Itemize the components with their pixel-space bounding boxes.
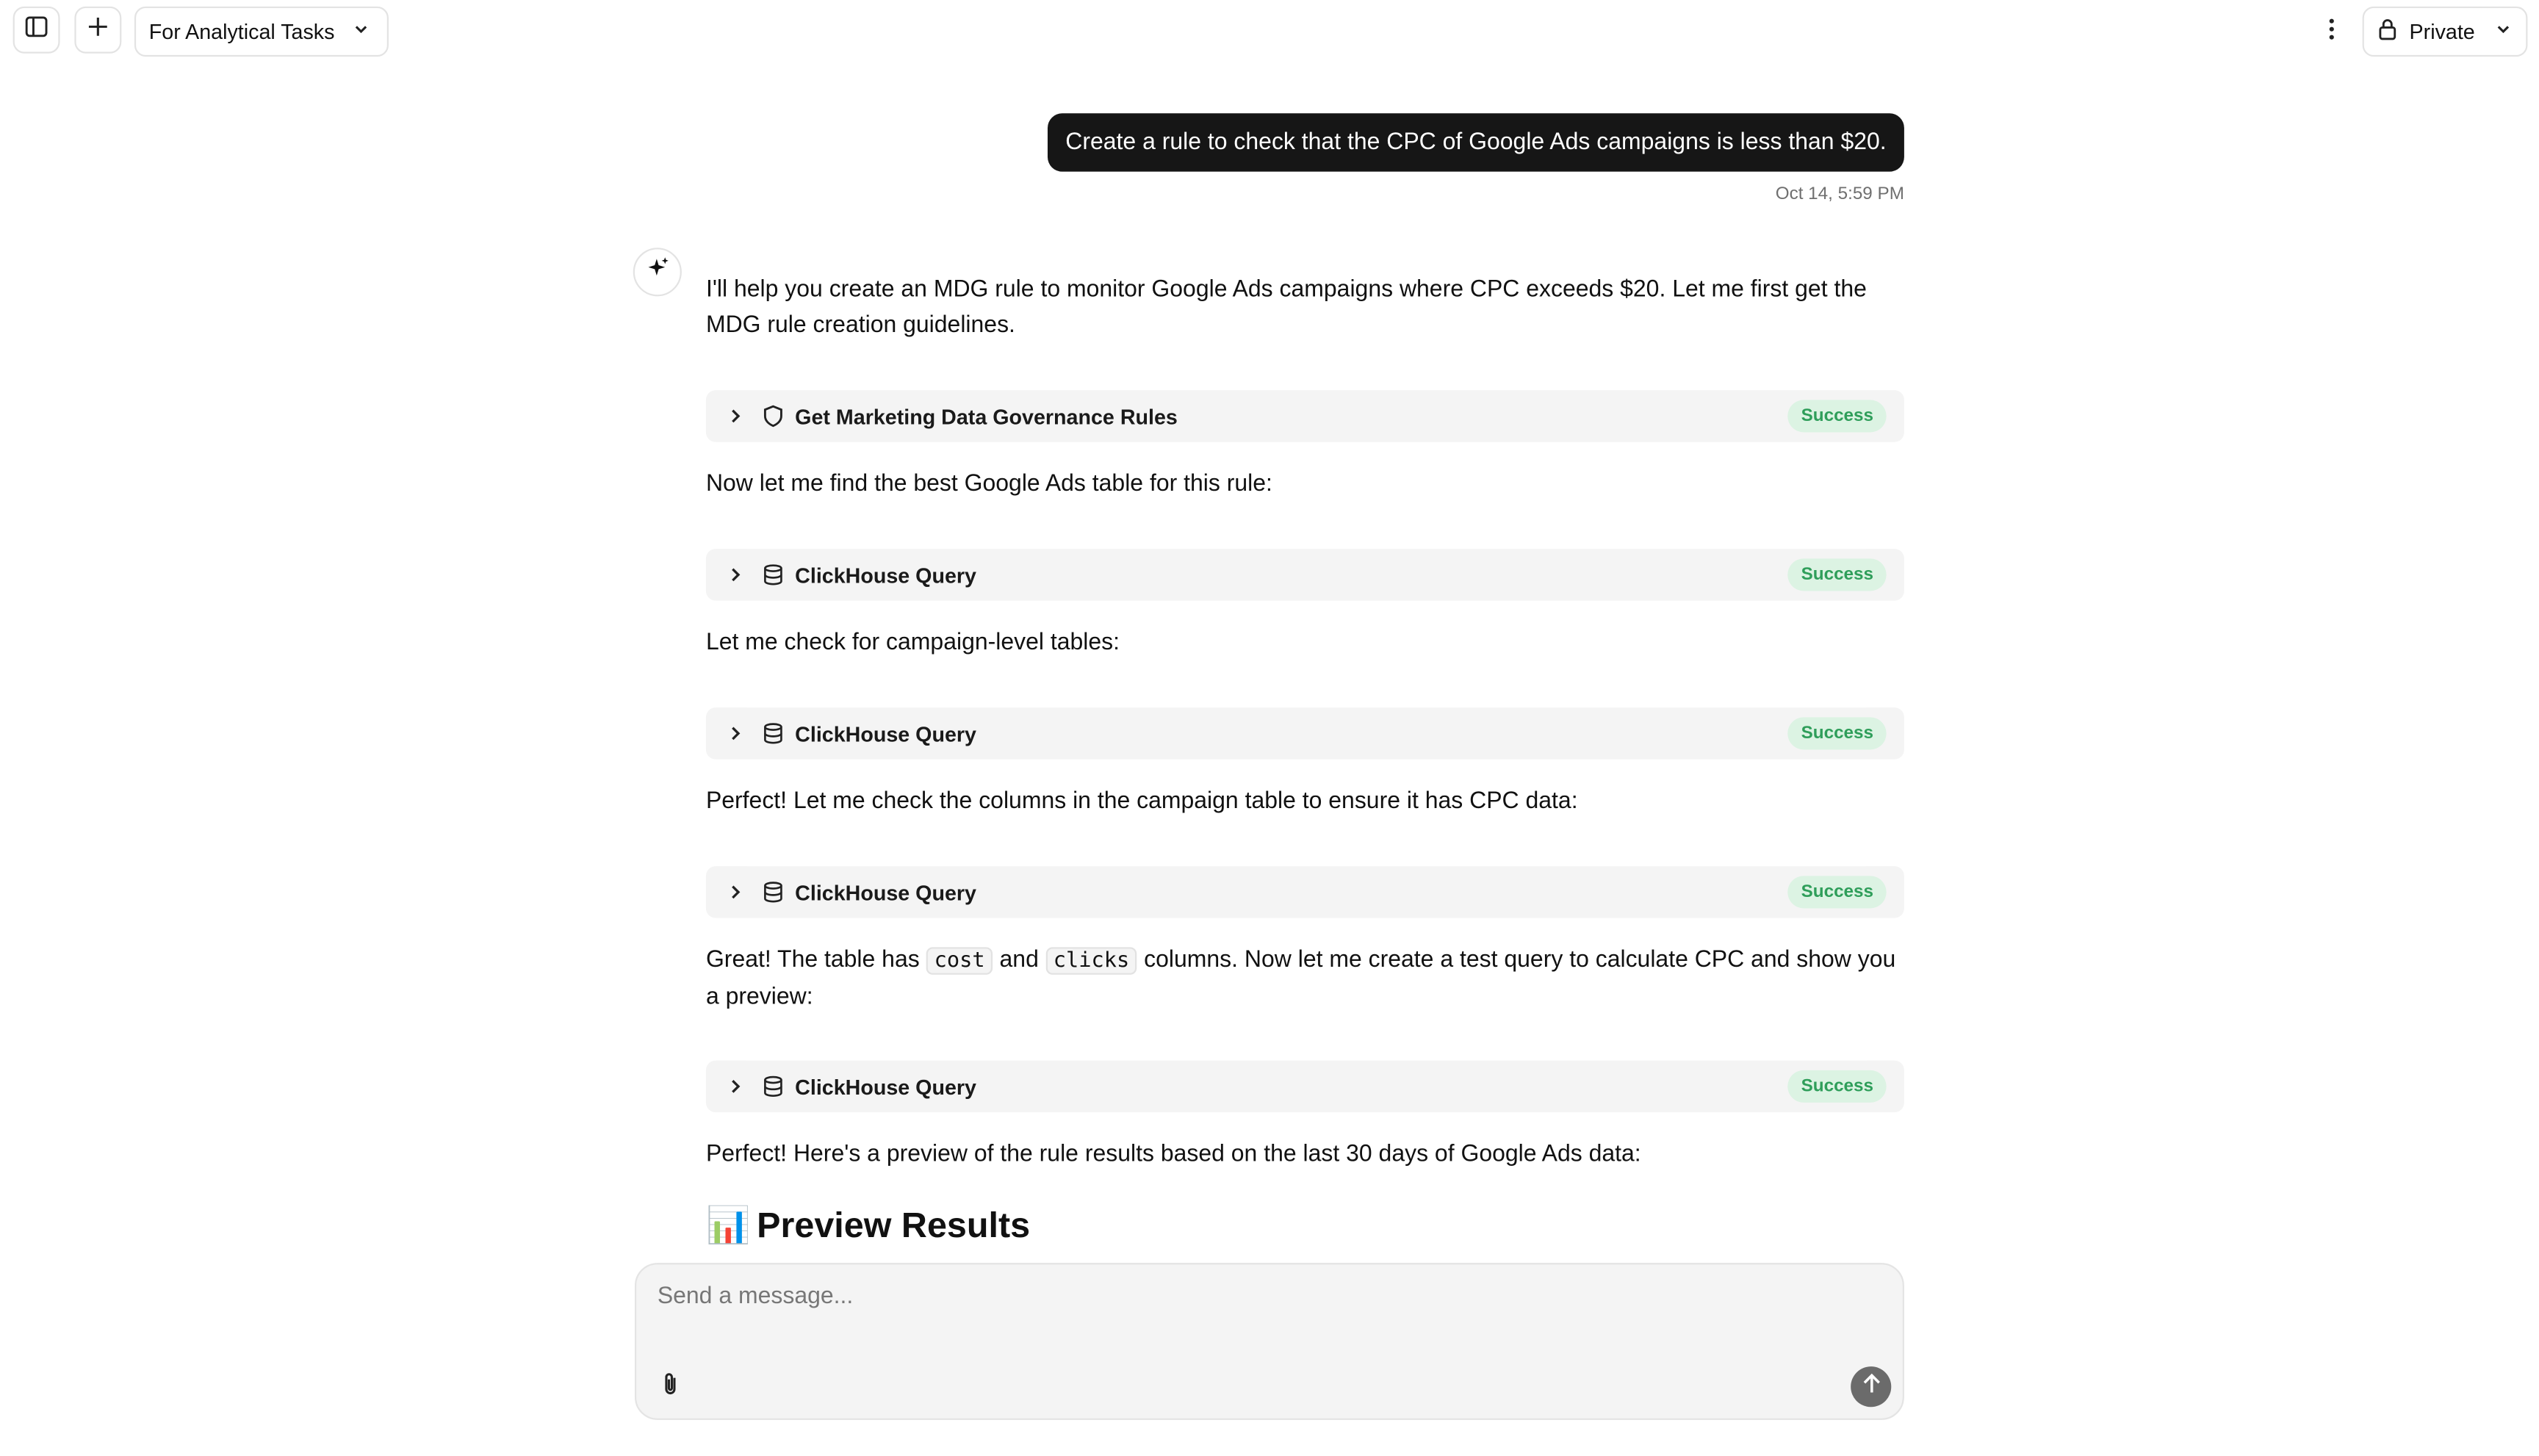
tool-call-name: Get Marketing Data Governance Rules <box>795 403 1178 428</box>
assistant-text: Perfect! Let me check the columns in the campaign table to ensure it has CPC data: <box>705 788 1578 815</box>
status-badge: Success <box>1788 558 1887 591</box>
status-badge: Success <box>1788 717 1887 749</box>
toggle-sidebar-button[interactable] <box>13 7 60 54</box>
new-chat-button[interactable] <box>74 7 121 54</box>
tool-call-name: ClickHouse Query <box>795 1074 977 1099</box>
attach-button[interactable] <box>654 1372 686 1404</box>
visibility-label: Private <box>2409 19 2475 44</box>
arrow-up-icon <box>1861 1372 1880 1402</box>
send-button[interactable] <box>1851 1366 1891 1407</box>
chevron-right-icon <box>724 408 746 424</box>
sidebar-toggle-icon <box>24 14 48 46</box>
database-icon <box>761 881 784 904</box>
model-selector[interactable] <box>134 7 389 57</box>
more-options-button[interactable] <box>2312 10 2351 55</box>
lock-icon <box>2377 18 2398 45</box>
database-icon <box>761 1075 784 1098</box>
chevron-down-icon <box>2493 19 2513 43</box>
tool-call-row[interactable] <box>706 866 1904 918</box>
message-composer <box>635 1263 1904 1420</box>
inline-code: clicks <box>1045 947 1138 974</box>
status-badge: Success <box>1788 400 1887 432</box>
assistant-avatar <box>633 248 682 296</box>
tool-call-row[interactable] <box>706 1061 1904 1113</box>
assistant-intro-text: I'll help you create an MDG rule to monitor Google Ads campaigns where CPC exceeds $20. Let me first get the MDG rule creation guidelines. <box>705 276 1867 339</box>
user-message-text: Create a rule to check that the CPC of Google Ads campaigns is less than $20. <box>1065 129 1887 156</box>
chevron-right-icon <box>724 566 746 583</box>
sparkles-icon <box>645 256 669 288</box>
database-icon <box>761 722 784 745</box>
paperclip-icon <box>660 1371 680 1405</box>
visibility-selector[interactable] <box>2363 7 2528 57</box>
text-fragment: columns. Now let me create a test query to calculate CPC and show you a preview: <box>705 947 1896 1011</box>
shield-icon <box>761 405 784 428</box>
vertical-dots-icon <box>2328 17 2335 48</box>
tool-call-name: ClickHouse Query <box>795 879 977 904</box>
tool-call-row[interactable] <box>706 707 1904 760</box>
tool-call-row[interactable] <box>706 549 1904 601</box>
assistant-text-with-code <box>706 943 1904 1015</box>
text-fragment: and <box>993 947 1045 973</box>
text-fragment: Great! The table has <box>705 947 926 973</box>
bar-chart-icon: 📊 <box>705 1204 751 1245</box>
user-message-bubble <box>1048 113 1904 171</box>
model-selector-label: For Analytical Tasks <box>148 19 335 44</box>
chevron-down-icon <box>351 19 370 43</box>
message-input[interactable] <box>654 1277 1859 1316</box>
status-badge: Success <box>1788 1070 1887 1103</box>
preview-results-heading <box>706 1205 1030 1247</box>
database-icon <box>761 563 784 586</box>
heading-text: Preview Results <box>757 1204 1031 1245</box>
top-bar <box>0 0 2539 65</box>
user-message-timestamp: Oct 14, 5:59 PM <box>1775 184 1904 204</box>
tool-call-name: ClickHouse Query <box>795 562 977 587</box>
chevron-right-icon <box>724 725 746 741</box>
tool-call-name: ClickHouse Query <box>795 721 977 746</box>
assistant-text: Perfect! Here's a preview of the rule results based on the last 30 days of Google Ads data: <box>705 1141 1641 1168</box>
chevron-right-icon <box>724 884 746 900</box>
assistant-text: Now let me find the best Google Ads table for this rule: <box>705 471 1272 497</box>
assistant-text: Let me check for campaign-level tables: <box>705 630 1120 656</box>
plus-icon <box>86 14 110 46</box>
status-badge: Success <box>1788 876 1887 908</box>
chevron-right-icon <box>724 1078 746 1095</box>
tool-call-row[interactable] <box>706 390 1904 442</box>
inline-code: cost <box>926 947 993 974</box>
